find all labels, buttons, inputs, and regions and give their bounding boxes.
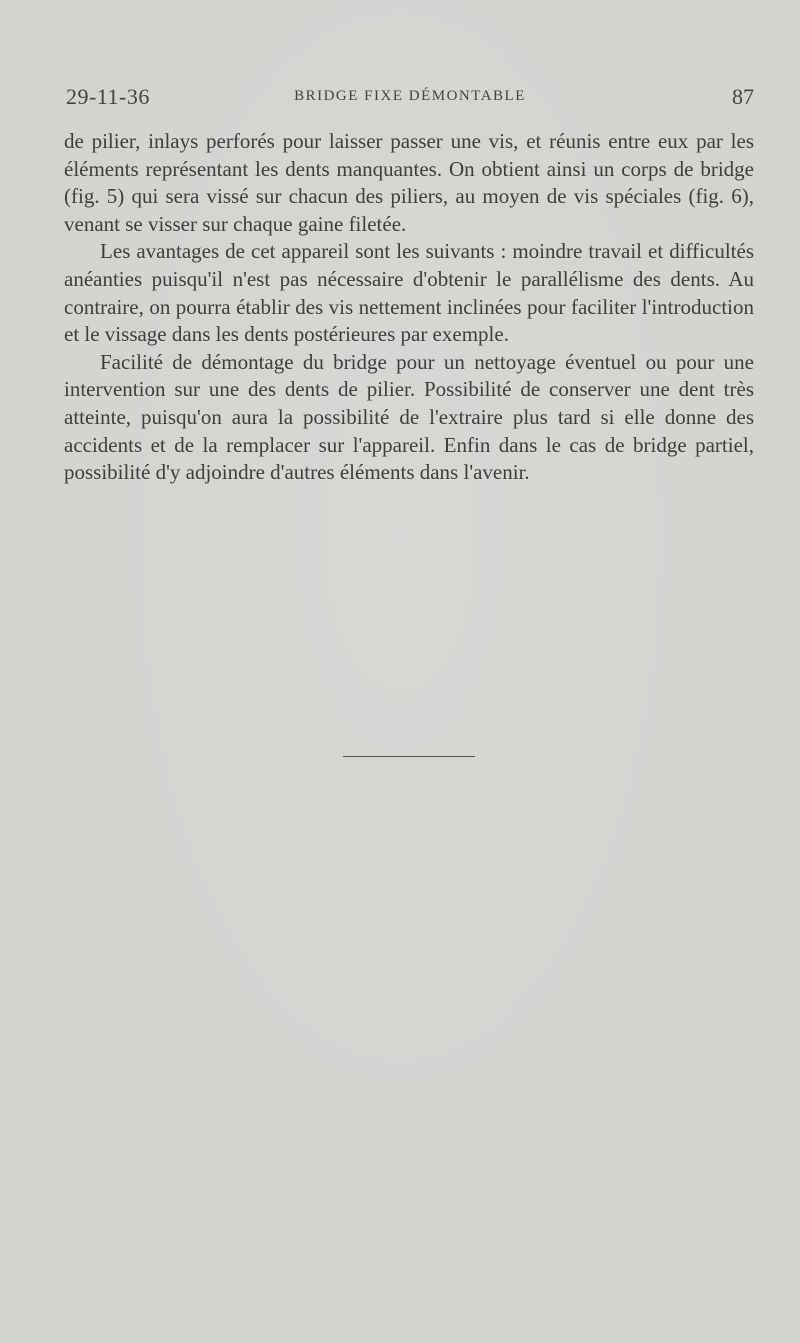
section-separator-rule bbox=[343, 756, 475, 757]
body-text bbox=[64, 128, 754, 487]
paragraph-1: de pilier, inlays perforés pour laisser passer une vis, et réunis entre eux par les éléments représentant les dents manquantes. On obtient ainsi un corps de bridge (fig. 5) qui sera vissé sur chacun des piliers, au moyen de vis spéciales (fig. 6), venant se visser sur chaque gaine filetée. bbox=[64, 129, 754, 236]
paragraph-2: Les avantages de cet appareil sont les suivants : moindre travail et difficultés anéanties puisqu'il n'est pas nécessaire d'obtenir le parallélisme des dents. Au contraire, on pourra établir des vis nettement inclinées pour faciliter l'introduction et le vissage dans les dents postérieures par exemple. bbox=[64, 239, 754, 347]
paragraph-3: Facilité de démontage du bridge pour un nettoyage éventuel ou pour une intervention sur une des dents de pilier. Possibilité de conserver une dent très atteinte, puisqu'on aura la possibilité de l'extraire plus tard si elle donne des accidents et de la remplacer sur l'appareil. Enfin dans le cas de bridge partiel, possibilité d'y adjoindre d'autres éléments dans l'avenir. bbox=[64, 349, 754, 485]
page-number: 87 bbox=[732, 84, 754, 109]
running-head bbox=[66, 84, 754, 114]
running-head-title: BRIDGE FIXE DÉMONTABLE bbox=[294, 88, 526, 104]
running-head-date: 29-11-36 bbox=[66, 84, 150, 109]
